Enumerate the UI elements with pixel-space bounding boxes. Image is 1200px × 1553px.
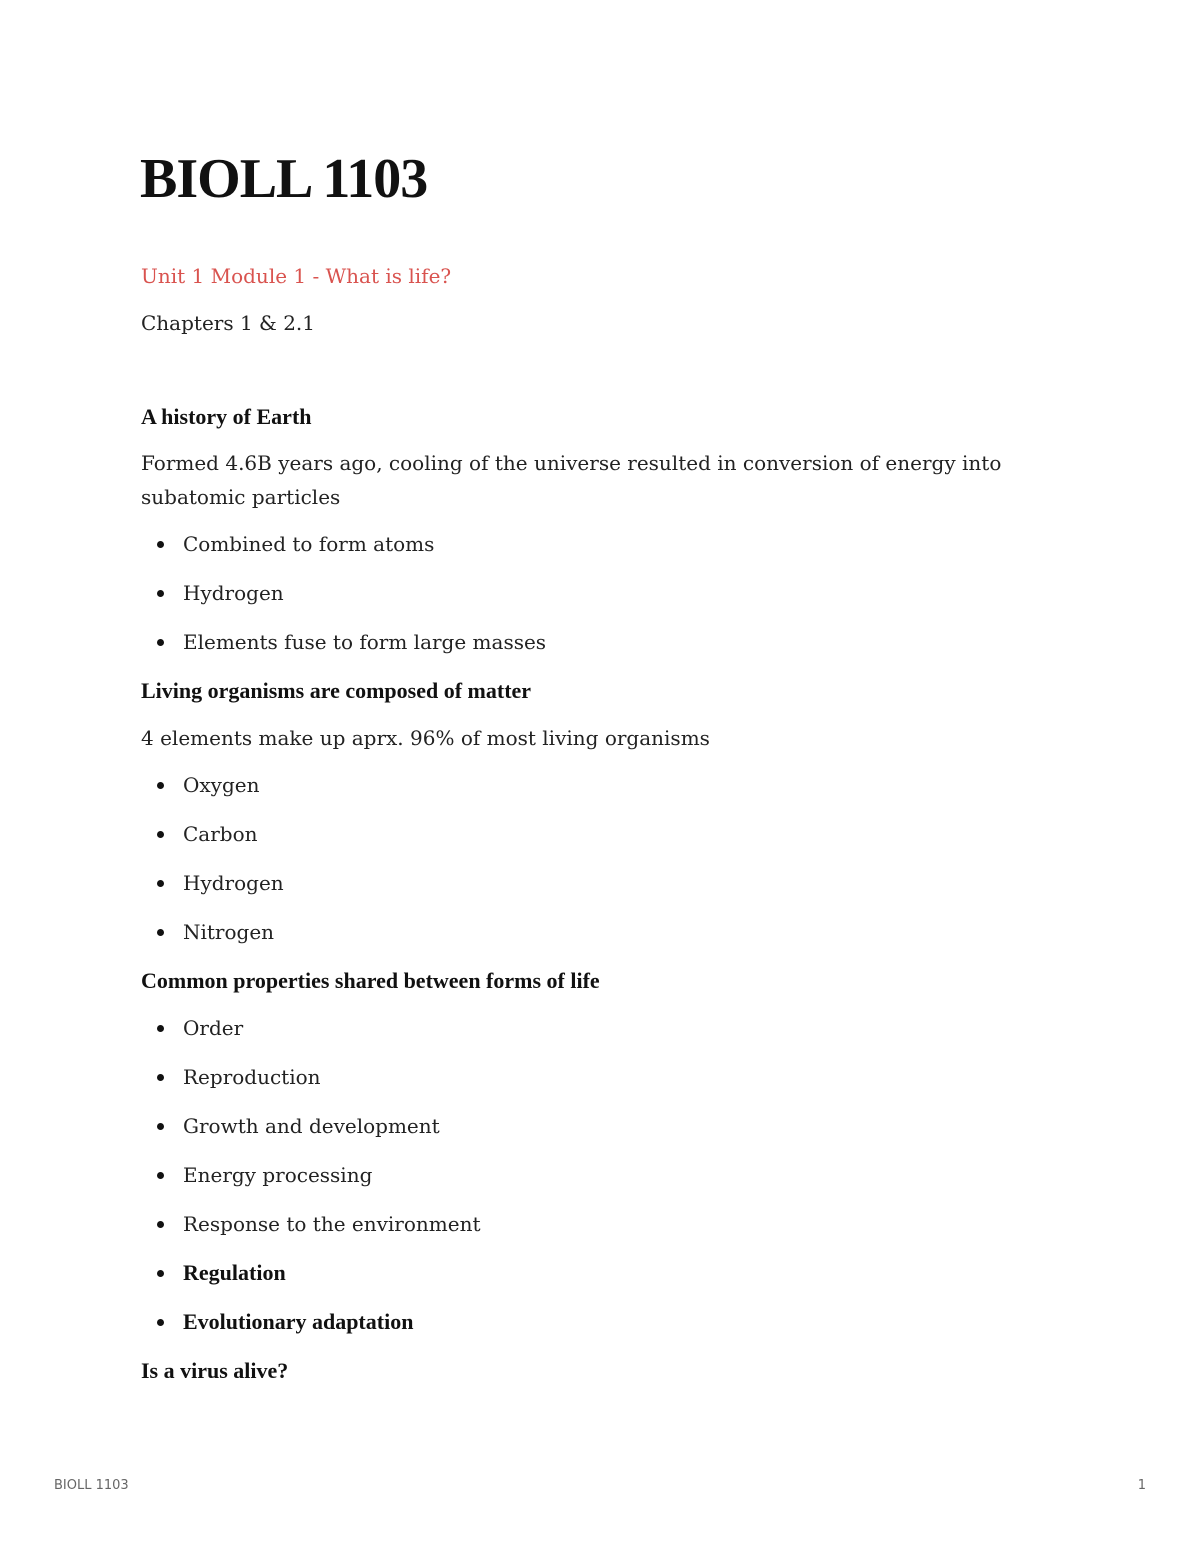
bullet-icon <box>157 639 164 646</box>
properties-bullet-list <box>141 1010 1081 1340</box>
list-item <box>141 914 1081 950</box>
list-item <box>141 526 1081 562</box>
section-heading-properties: Common properties shared between forms of life <box>141 968 600 993</box>
bullet-icon <box>157 782 164 789</box>
matter-bullet-list <box>141 767 1081 950</box>
bullet-icon <box>157 929 164 936</box>
list-item-text: Evolutionary adaptation <box>183 1309 414 1334</box>
bullet-icon <box>157 1221 164 1228</box>
bullet-icon <box>157 1025 164 1032</box>
bullet-icon <box>157 590 164 597</box>
list-item-text: Growth and development <box>183 1114 440 1138</box>
footer-doc-title: BIOLL 1103 <box>54 1478 129 1493</box>
list-item-text: Oxygen <box>183 773 260 797</box>
history-bullet-list <box>141 526 1081 660</box>
list-item-text: Carbon <box>183 822 258 846</box>
list-item <box>141 865 1081 901</box>
bullet-icon <box>157 1172 164 1179</box>
bullet-icon <box>157 1319 164 1326</box>
list-item <box>141 1157 1081 1193</box>
list-item-text: Combined to form atoms <box>183 532 435 556</box>
section-heading-matter: Living organisms are composed of matter <box>141 678 532 703</box>
bullet-icon <box>157 1123 164 1130</box>
list-item-text: Hydrogen <box>183 581 284 605</box>
list-item <box>141 767 1081 803</box>
section-heading-virus: Is a virus alive? <box>141 1358 289 1383</box>
bullet-icon <box>157 831 164 838</box>
list-item <box>141 1255 1081 1291</box>
list-item-text: Response to the environment <box>183 1212 481 1236</box>
list-item <box>141 575 1081 611</box>
footer-page-number: 1 <box>1137 1478 1146 1493</box>
list-item-text: Order <box>183 1016 244 1040</box>
list-item <box>141 1206 1081 1242</box>
list-item-text: Hydrogen <box>183 871 284 895</box>
list-item-text: Reproduction <box>183 1065 321 1089</box>
list-item <box>141 1059 1081 1095</box>
document-body <box>141 258 1081 1400</box>
list-item-text: Energy processing <box>183 1163 373 1187</box>
section-heading-history: A history of Earth <box>141 404 312 429</box>
bullet-icon <box>157 880 164 887</box>
module-subtitle: Unit 1 Module 1 - What is life? <box>141 264 452 288</box>
bullet-icon <box>157 1074 164 1081</box>
list-item-text: Elements fuse to form large masses <box>183 630 547 654</box>
list-item <box>141 1010 1081 1046</box>
chapters-line: Chapters 1 & 2.1 <box>141 311 316 335</box>
list-item <box>141 1108 1081 1144</box>
bullet-icon <box>157 541 164 548</box>
bullet-icon <box>157 1270 164 1277</box>
section-spacer <box>141 352 1081 399</box>
matter-paragraph: 4 elements make up aprx. 96% of most living organisms <box>141 726 710 750</box>
list-item <box>141 624 1081 660</box>
history-paragraph: Formed 4.6B years ago, cooling of the universe resulted in conversion of energy into subatomic particles <box>141 451 1002 509</box>
list-item-text: Nitrogen <box>183 920 275 944</box>
list-item <box>141 816 1081 852</box>
list-item <box>141 1304 1081 1340</box>
page-title: BIOLL 1103 <box>140 148 428 210</box>
list-item-text: Regulation <box>183 1260 286 1285</box>
